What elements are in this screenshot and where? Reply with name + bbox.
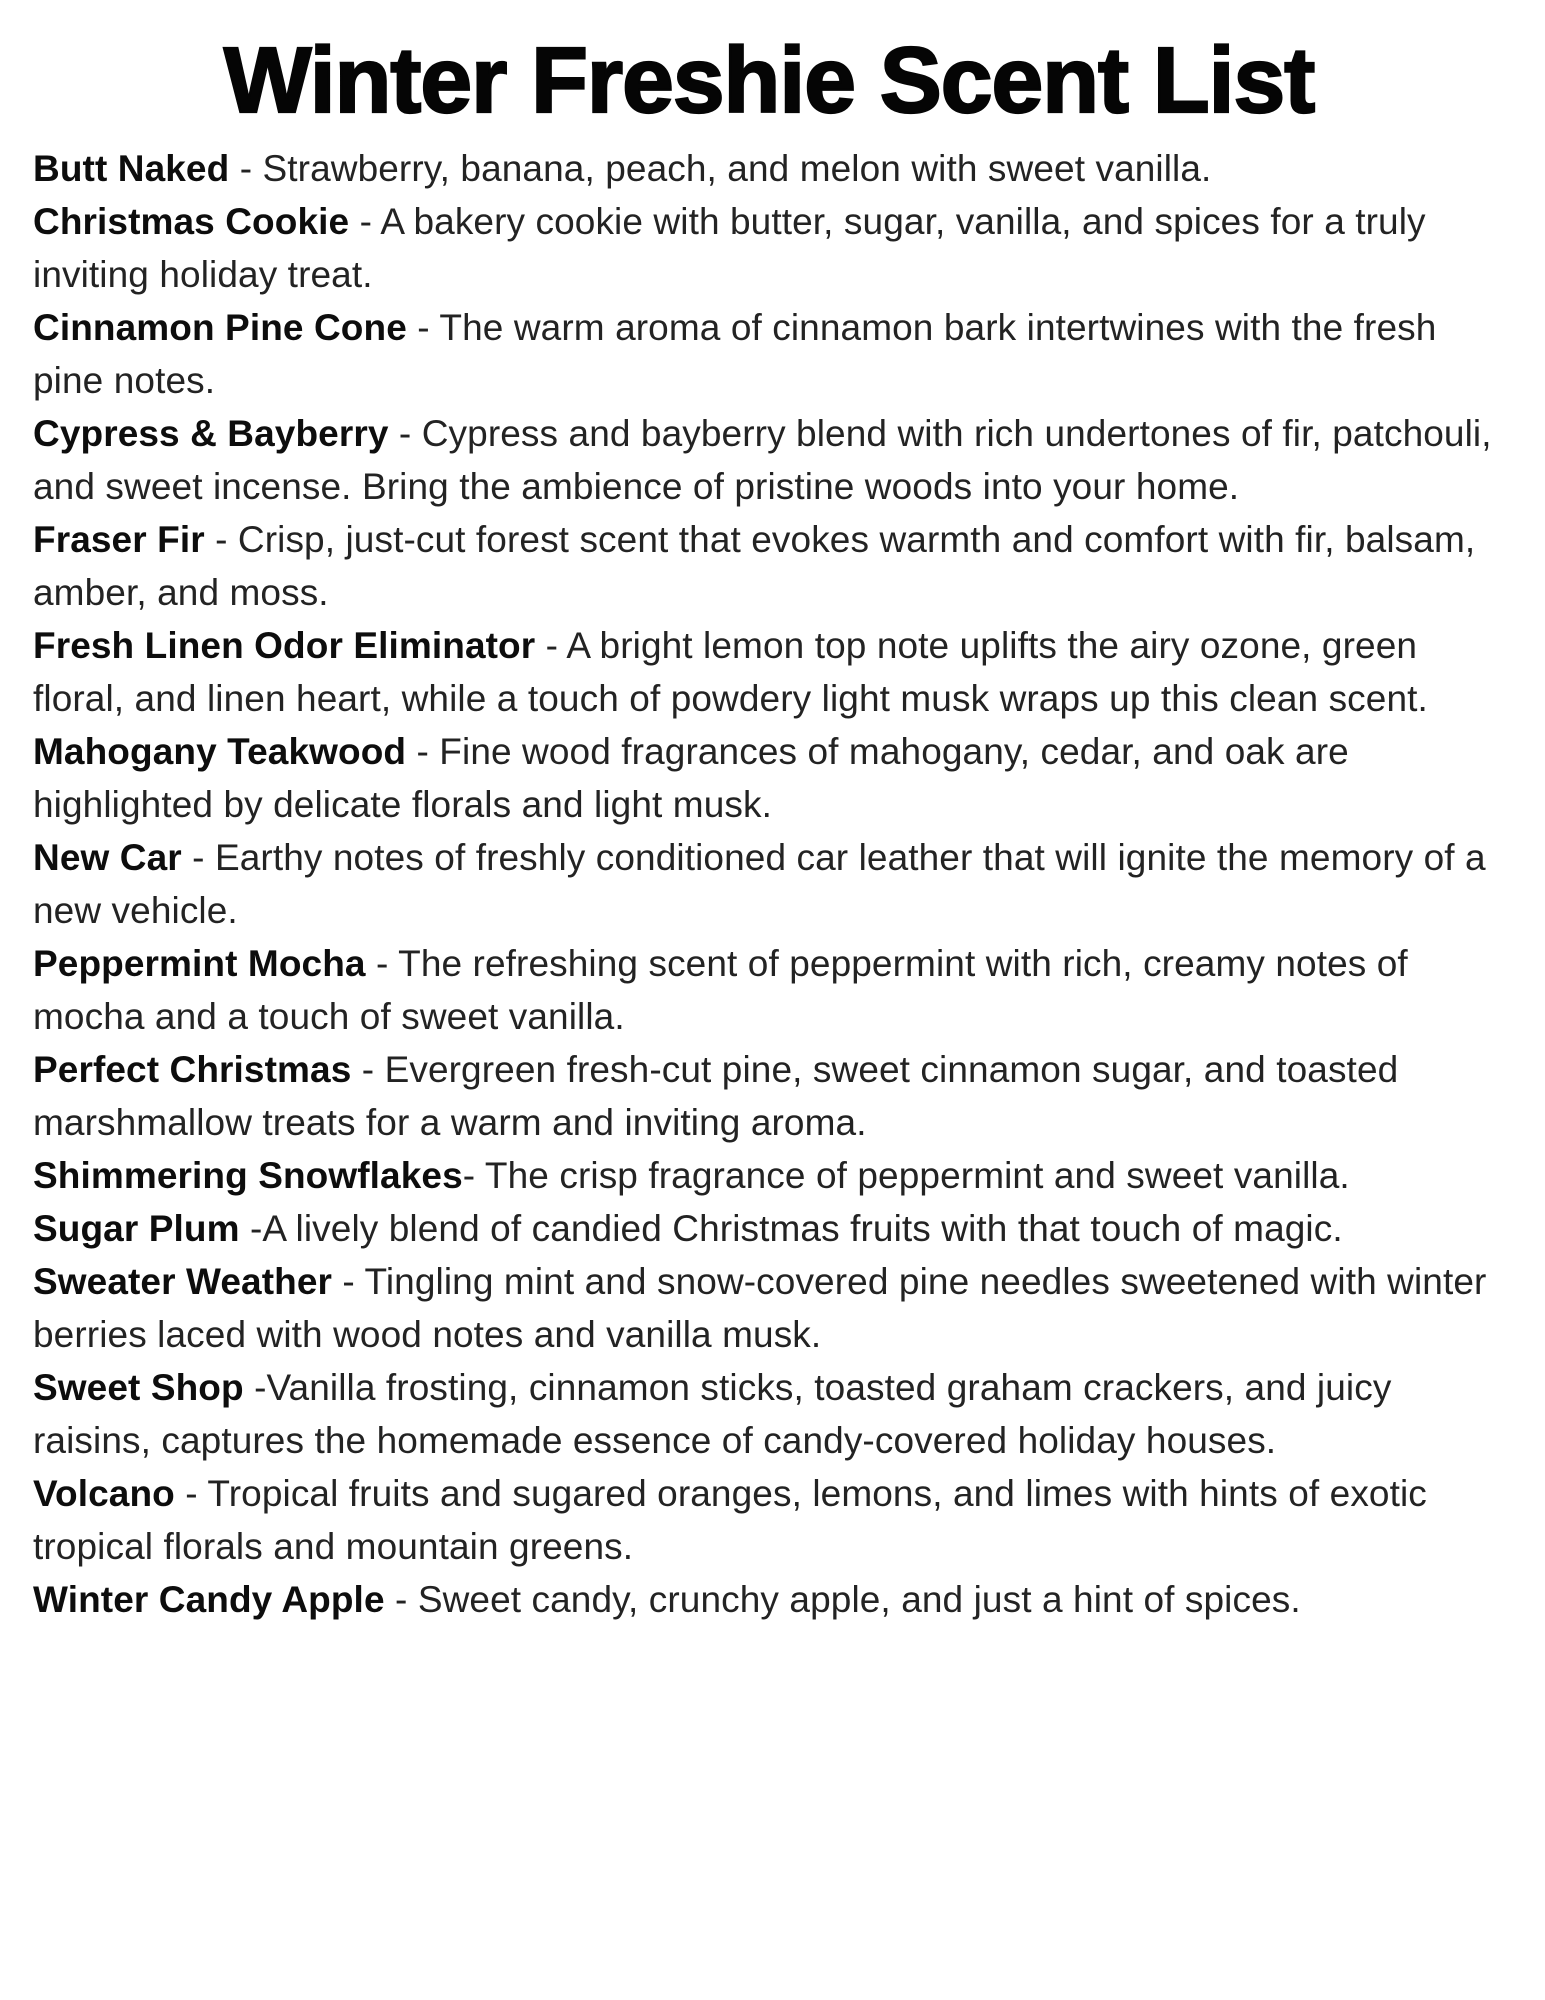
scent-description: Strawberry, banana, peach, and melon with sweet vanilla.	[262, 148, 1212, 190]
scent-name: Butt Naked	[33, 148, 230, 190]
scent-item	[33, 407, 1505, 513]
scent-item	[33, 831, 1505, 937]
scent-name: Shimmering Snowflakes	[33, 1155, 463, 1197]
scent-item	[33, 619, 1505, 725]
scent-item	[33, 513, 1505, 619]
scent-description: A lively blend of candied Christmas fruits with that touch of magic.	[262, 1208, 1343, 1250]
scent-description: Sweet candy, crunchy apple, and just a hint of spices.	[417, 1579, 1301, 1621]
scent-name: Sweater Weather	[33, 1261, 332, 1303]
scent-name: Cinnamon Pine Cone	[33, 307, 407, 349]
scent-name: Christmas Cookie	[33, 201, 350, 243]
scent-item	[33, 1467, 1505, 1573]
scent-separator: -	[462, 1155, 485, 1197]
scent-separator: -	[349, 201, 381, 243]
scent-name: Mahogany Teakwood	[33, 731, 407, 773]
scent-name: Sugar Plum	[33, 1208, 240, 1250]
scent-separator: -	[406, 307, 440, 349]
scent-description: Earthy notes of freshly conditioned car leather that will ignite the memory of a new vehicle.	[33, 837, 1486, 932]
scent-name: New Car	[33, 837, 182, 879]
scent-name: Volcano	[33, 1473, 175, 1515]
scent-item	[33, 1149, 1505, 1202]
scent-item	[33, 725, 1505, 831]
scent-item	[33, 142, 1505, 195]
scent-name: Sweet Shop	[33, 1367, 244, 1409]
scent-separator: -	[239, 1208, 263, 1250]
scent-description: The crisp fragrance of peppermint and sweet vanilla.	[484, 1155, 1350, 1197]
scent-item	[33, 195, 1505, 301]
scent-item	[33, 937, 1505, 1043]
scent-name: Cypress & Bayberry	[33, 413, 389, 455]
scent-name: Fresh Linen Odor Eliminator	[33, 625, 536, 667]
scent-separator: -	[332, 1261, 365, 1303]
scent-separator: -	[174, 1473, 208, 1515]
scent-description: Cypress and bayberry blend with rich undertones of fir, patchouli, and sweet incense. Bring the ambience of pristine woods into your home.	[33, 413, 1492, 508]
scent-item	[33, 1043, 1505, 1149]
scent-description: The warm aroma of cinnamon bark intertwines with the fresh pine notes.	[33, 307, 1437, 402]
scent-description: Evergreen fresh-cut pine, sweet cinnamon sugar, and toasted marshmallow treats for a warm and inviting aroma.	[33, 1049, 1399, 1144]
scent-description: A bakery cookie with butter, sugar, vanilla, and spices for a truly inviting holiday treat.	[33, 201, 1426, 296]
scent-separator: -	[388, 413, 422, 455]
scent-item	[33, 1202, 1505, 1255]
scent-description: Crisp, just-cut forest scent that evokes warmth and comfort with fir, balsam, amber, and moss.	[33, 519, 1476, 614]
scent-separator: -	[351, 1049, 385, 1091]
scent-separator: -	[535, 625, 567, 667]
scent-separator: -	[406, 731, 440, 773]
scent-separator: -	[243, 1367, 267, 1409]
scent-description: Tingling mint and snow-covered pine needles sweetened with winter berries laced with wood notes and vanilla musk.	[33, 1261, 1487, 1356]
scent-separator: -	[229, 148, 263, 190]
scent-item	[33, 1255, 1505, 1361]
scent-description: Tropical fruits and sugared oranges, lemons, and limes with hints of exotic tropical florals and mountain greens.	[33, 1473, 1427, 1568]
scent-separator: -	[204, 519, 238, 561]
scent-list	[33, 142, 1505, 1626]
scent-separator: -	[365, 943, 399, 985]
scent-name: Perfect Christmas	[33, 1049, 352, 1091]
scent-separator: -	[384, 1579, 418, 1621]
scent-item	[33, 301, 1505, 407]
scent-name: Winter Candy Apple	[33, 1579, 385, 1621]
scent-name: Fraser Fir	[33, 519, 205, 561]
scent-separator: -	[181, 837, 215, 879]
scent-description: The refreshing scent of peppermint with rich, creamy notes of mocha and a touch of sweet vanilla.	[33, 943, 1408, 1038]
scent-description: Vanilla frosting, cinnamon sticks, toasted graham crackers, and juicy raisins, captures the homemade essence of candy-covered holiday houses.	[33, 1367, 1392, 1462]
scent-name: Peppermint Mocha	[33, 943, 366, 985]
scent-description: Fine wood fragrances of mahogany, cedar, and oak are highlighted by delicate florals and light musk.	[33, 731, 1349, 826]
scent-description: A bright lemon top note uplifts the airy ozone, green floral, and linen heart, while a touch of powdery light musk wraps up this clean scent.	[33, 625, 1428, 720]
scent-item	[33, 1361, 1505, 1467]
page-title: Winter Freshie Scent List	[223, 28, 1315, 132]
scent-item	[33, 1573, 1505, 1626]
